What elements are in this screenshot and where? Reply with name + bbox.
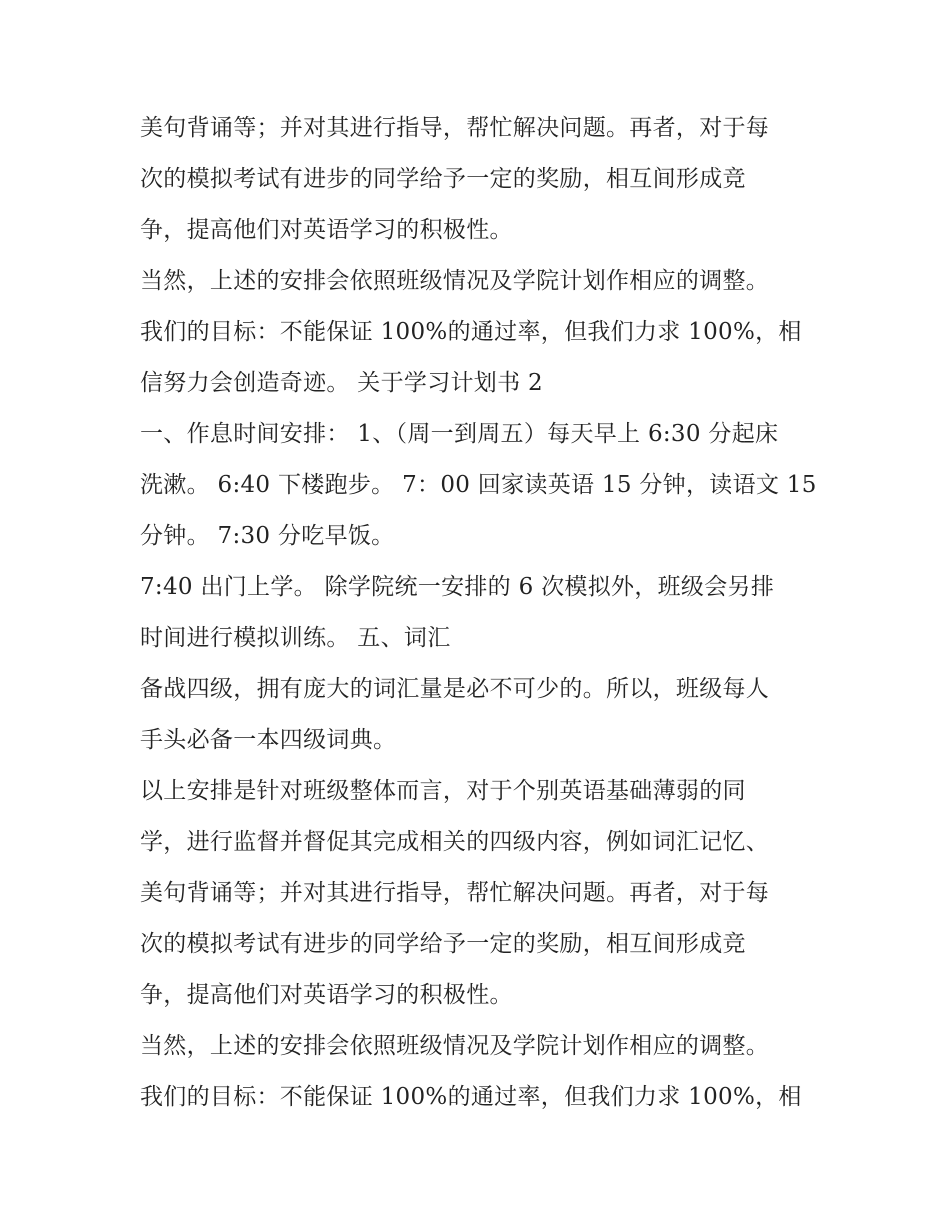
- text-line: 次的模拟考试有进步的同学给予一定的奖励，相互间形成竞: [140, 931, 746, 957]
- text-line: 手头必备一本四级词典。: [140, 727, 397, 753]
- document-body: [140, 103, 820, 1123]
- text-line: 洗漱。 6:40 下楼跑步。 7：00 回家读英语 15 分钟，读语文 15: [140, 472, 817, 498]
- text-line: 以上安排是针对班级整体而言，对于个别英语基础薄弱的同: [140, 778, 746, 804]
- text-line: 当然，上述的安排会依照班级情况及学院计划作相应的调整。: [140, 268, 770, 294]
- text-line: 我们的目标：不能保证 100%的通过率，但我们力求 100%，相: [140, 1084, 802, 1110]
- text-line: 分钟。 7:30 分吃早饭。: [140, 523, 395, 549]
- text-line: 一、作息时间安排： 1、（周一到周五）每天早上 6:30 分起床: [140, 421, 779, 447]
- text-line: 当然，上述的安排会依照班级情况及学院计划作相应的调整。: [140, 1033, 770, 1059]
- text-line: 7:40 出门上学。 除学院统一安排的 6 次模拟外，班级会另排: [140, 574, 775, 600]
- text-line: 时间进行模拟训练。 五、词汇: [140, 625, 451, 651]
- text-line: 争，提高他们对英语学习的积极性。: [140, 982, 513, 1008]
- text-line: 备战四级，拥有庞大的词汇量是必不可少的。所以，班级每人: [140, 676, 770, 702]
- text-line: 美句背诵等；并对其进行指导，帮忙解决问题。再者，对于每: [140, 115, 770, 141]
- text-line: 学，进行监督并督促其完成相关的四级内容，例如词汇记忆、: [140, 829, 770, 855]
- text-line: 我们的目标：不能保证 100%的通过率，但我们力求 100%，相: [140, 319, 802, 345]
- text-line: 美句背诵等；并对其进行指导，帮忙解决问题。再者，对于每: [140, 880, 770, 906]
- text-line: 次的模拟考试有进步的同学给予一定的奖励，相互间形成竞: [140, 166, 746, 192]
- text-line: 信努力会创造奇迹。 关于学习计划书 2: [140, 370, 543, 396]
- text-line: 争，提高他们对英语学习的积极性。: [140, 217, 513, 243]
